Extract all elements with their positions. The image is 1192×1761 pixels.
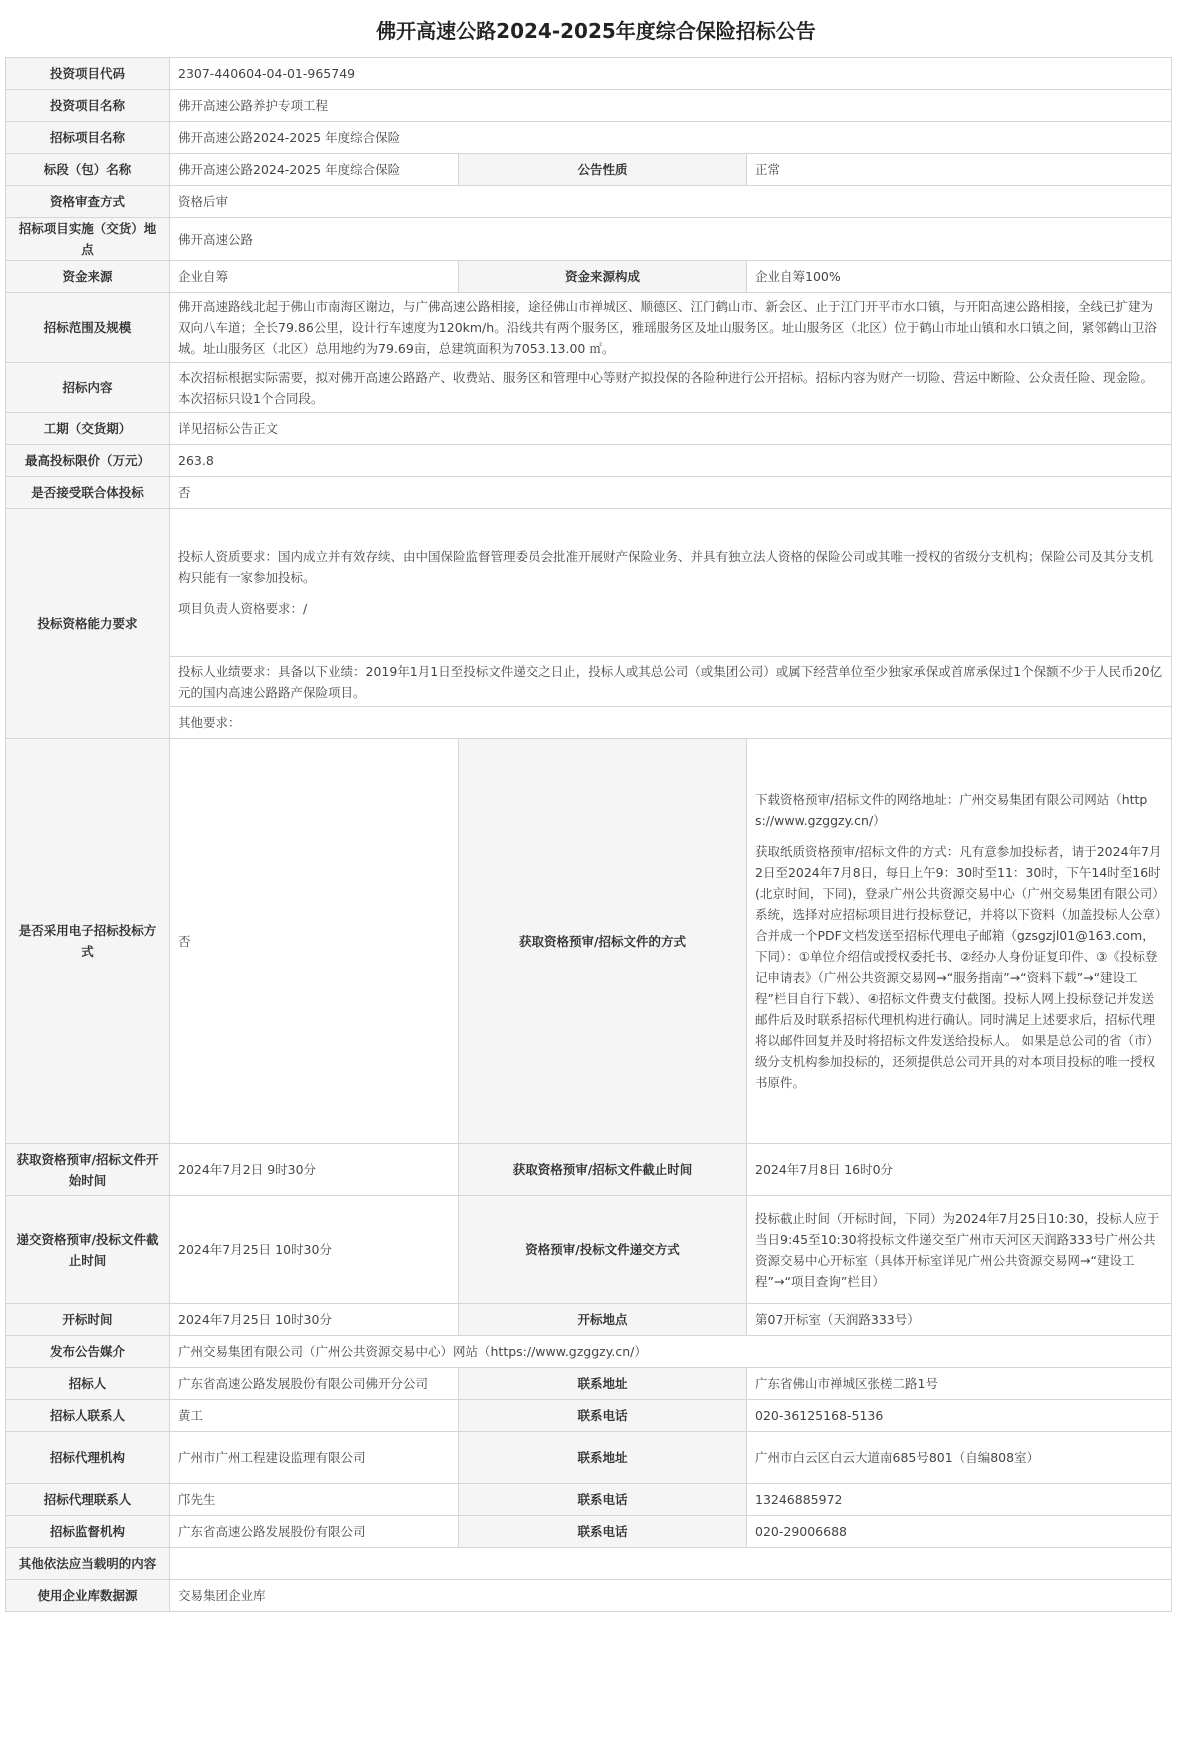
table-row: [6, 122, 1172, 154]
scope-value: 佛开高速路线北起于佛山市南海区谢边，与广佛高速公路相接，途径佛山市禅城区、顺德区、江门鹤山市、新会区、止于江门开平市水口镇，与开阳高速公路相接，全线已扩建为双向八车道；全长79.86公里，设计行车速度为120km/h。沿线共有两个服务区，雅瑶服务区及址山服务区。址山服务区（北区）位于鹤山市址山镇和水口镇之间，紧邻鹤山卫浴城。址山服务区（北区）总用地约为79.69亩，总建筑面积为7053.13.00 ㎡。: [170, 293, 1172, 363]
database-value: 交易集团企业库: [170, 1580, 1172, 1612]
agency-contact-value: 邝先生: [170, 1484, 459, 1516]
notice-nature-label: 公告性质: [459, 154, 747, 186]
table-row: [6, 1580, 1172, 1612]
manager-requirement-text: 项目负责人资格要求：/: [178, 601, 308, 616]
table-row: [6, 363, 1172, 413]
agency-label: 招标代理机构: [6, 1432, 170, 1484]
agency-phone-value: 13246885972: [747, 1484, 1172, 1516]
period-value: 详见招标公告正文: [170, 413, 1172, 445]
content-label: 招标内容: [6, 363, 170, 413]
media-value: 广州交易集团有限公司（广州公共资源交易中心）网站（https://www.gzggzy.cn/）: [170, 1336, 1172, 1368]
table-row: [6, 1196, 1172, 1304]
table-row: [6, 293, 1172, 363]
table-row: [6, 509, 1172, 657]
max-price-value: 263.8: [170, 445, 1172, 477]
joint-bid-value: 否: [170, 477, 1172, 509]
supervisor-value: 广东省高速公路发展股份有限公司: [170, 1516, 459, 1548]
doc-method-label: 获取资格预审/招标文件的方式: [459, 739, 747, 1144]
table-row: [6, 1336, 1172, 1368]
supervisor-label: 招标监督机构: [6, 1516, 170, 1548]
project-name-label: 投资项目名称: [6, 90, 170, 122]
tenderer-phone-label: 联系电话: [459, 1400, 747, 1432]
database-label: 使用企业库数据源: [6, 1580, 170, 1612]
fund-source-value: 企业自筹: [170, 261, 459, 293]
content-value: 本次招标根据实际需要，拟对佛开高速公路路产、收费站、服务区和管理中心等财产拟投保的各险种进行公开招标。招标内容为财产一切险、营运中断险、公众责任险、现金险。本次招标只设1个合同段。: [170, 363, 1172, 413]
electronic-label: 是否采用电子招标投标方式: [6, 739, 170, 1144]
electronic-value: 否: [170, 739, 459, 1144]
doc-method-cell: [747, 739, 1172, 1144]
max-price-label: 最高投标限价（万元）: [6, 445, 170, 477]
table-row: [6, 90, 1172, 122]
table-row: [6, 707, 1172, 739]
table-row: [6, 1304, 1172, 1336]
other-content-value: [170, 1548, 1172, 1580]
table-row: [6, 1144, 1172, 1196]
table-row: [6, 1400, 1172, 1432]
table-row: [6, 739, 1172, 1144]
supervisor-phone-value: 020-29006688: [747, 1516, 1172, 1548]
table-row: [6, 413, 1172, 445]
other-requirement-text: 其他要求：: [170, 707, 1172, 739]
fund-source-label: 资金来源: [6, 261, 170, 293]
doc-start-label: 获取资格预审/招标文件开始时间: [6, 1144, 170, 1196]
submit-method-label: 资格预审/投标文件递交方式: [459, 1196, 747, 1304]
doc-start-value: 2024年7月2日 9时30分: [170, 1144, 459, 1196]
lot-name-value: 佛开高速公路2024-2025 年度综合保险: [170, 154, 459, 186]
table-row: [6, 1368, 1172, 1400]
tenderer-value: 广东省高速公路发展股份有限公司佛开分公司: [170, 1368, 459, 1400]
table-row: [6, 1432, 1172, 1484]
table-row: [6, 1484, 1172, 1516]
location-label: 招标项目实施（交货）地点: [6, 218, 170, 261]
open-place-label: 开标地点: [459, 1304, 747, 1336]
submit-deadline-value: 2024年7月25日 10时30分: [170, 1196, 459, 1304]
agency-contact-label: 招标代理联系人: [6, 1484, 170, 1516]
tenderer-contact-value: 黄工: [170, 1400, 459, 1432]
tenderer-phone-value: 020-36125168-5136: [747, 1400, 1172, 1432]
qualification-label: 投标资格能力要求: [6, 509, 170, 739]
bidder-requirement-text: 投标人资质要求：国内成立并有效存续、由中国保险监督管理委员会批准开展财产保险业务、并具有独立法人资格的保险公司或其唯一授权的省级分支机构；保险公司及其分支机构只能有一家参加投标。: [178, 549, 1154, 585]
scope-label: 招标范围及规模: [6, 293, 170, 363]
table-row: [6, 657, 1172, 707]
tenderer-contact-label: 招标人联系人: [6, 1400, 170, 1432]
tender-name-value: 佛开高速公路2024-2025 年度综合保险: [170, 122, 1172, 154]
agency-address-label: 联系地址: [459, 1432, 747, 1484]
agency-phone-label: 联系电话: [459, 1484, 747, 1516]
notice-nature-value: 正常: [747, 154, 1172, 186]
table-row: [6, 445, 1172, 477]
performance-requirement-text: 投标人业绩要求：具备以下业绩：2019年1月1日至投标文件递交之日止，投标人或其总公司（或集团公司）或属下经营单位至少独家承保或首席承保过1个保额不少于人民币20亿元的国内高速公路路产保险项目。: [170, 657, 1172, 707]
supervisor-phone-label: 联系电话: [459, 1516, 747, 1548]
submit-deadline-label: 递交资格预审/投标文件截止时间: [6, 1196, 170, 1304]
media-label: 发布公告媒介: [6, 1336, 170, 1368]
tenderer-address-value: 广东省佛山市禅城区张槎二路1号: [747, 1368, 1172, 1400]
tender-name-label: 招标项目名称: [6, 122, 170, 154]
table-row: [6, 218, 1172, 261]
qualification-bidder-cell: [170, 509, 1172, 657]
table-row: [6, 261, 1172, 293]
tenderer-address-label: 联系地址: [459, 1368, 747, 1400]
location-value: 佛开高速公路: [170, 218, 1172, 261]
paper-doc-text: 获取纸质资格预审/招标文件的方式：凡有意参加投标者，请于2024年7月2日至2024年7月8日，每日上午9：30时至11：30时，下午14时至16时(北京时间，下同)，登录广州公共资源交易中心（广州交易集团有限公司）系统，选择对应招标项目进行投标登记，并将以下资料（加盖投标人公章）合并成一个PDF文档发送至招标代理电子邮箱（gzsgzjl01@163.com，下同）：①单位介绍信或授权委托书、②经办人身份证复印件、③《投标登记申请表》（广州公共资源交易网→“服务指南”→“资料下载”→“建设工程”栏目自行下载）、④招标文件费支付截图。投标人网上投标登记并发送邮件后及时联系招标代理机构进行确认。同时满足上述要求后，招标代理将以邮件回复并及时将招标文件发送给投标人。 如果是总公司的省（市）级分支机构参加投标的，还须提供总公司开具的对本项目投标的唯一授权书原件。: [755, 844, 1162, 1090]
agency-address-value: 广州市白云区白云大道南685号801（自编808室）: [747, 1432, 1172, 1484]
table-row: [6, 1516, 1172, 1548]
project-code-label: 投资项目代码: [6, 58, 170, 90]
open-time-value: 2024年7月25日 10时30分: [170, 1304, 459, 1336]
lot-name-label: 标段（包）名称: [6, 154, 170, 186]
online-download-text: 下载资格预审/招标文件的网络地址：广州交易集团有限公司网站（https://www.gzggzy.cn/）: [755, 792, 1148, 828]
table-row: [6, 477, 1172, 509]
doc-end-label: 获取资格预审/招标文件截止时间: [459, 1144, 747, 1196]
doc-end-value: 2024年7月8日 16时0分: [747, 1144, 1172, 1196]
review-method-label: 资格审查方式: [6, 186, 170, 218]
review-method-value: 资格后审: [170, 186, 1172, 218]
notice-table: [5, 57, 1172, 1612]
agency-value: 广州市广州工程建设监理有限公司: [170, 1432, 459, 1484]
table-row: [6, 58, 1172, 90]
table-row: [6, 1548, 1172, 1580]
open-place-value: 第07开标室（天润路333号）: [747, 1304, 1172, 1336]
fund-composition-label: 资金来源构成: [459, 261, 747, 293]
table-row: [6, 154, 1172, 186]
tenderer-label: 招标人: [6, 1368, 170, 1400]
other-content-label: 其他依法应当载明的内容: [6, 1548, 170, 1580]
project-name-value: 佛开高速公路养护专项工程: [170, 90, 1172, 122]
period-label: 工期（交货期）: [6, 413, 170, 445]
submit-method-value: 投标截止时间（开标时间，下同）为2024年7月25日10:30，投标人应于当日9:45至10:30将投标文件递交至广州市天河区天润路333号广州公共资源交易中心开标室（具体开标室详见广州公共资源交易网→“建设工程”→“项目查询”栏目）: [747, 1196, 1172, 1304]
joint-bid-label: 是否接受联合体投标: [6, 477, 170, 509]
fund-composition-value: 企业自筹100%: [747, 261, 1172, 293]
table-row: [6, 186, 1172, 218]
page-title: 佛开高速公路2024-2025年度综合保险招标公告: [376, 19, 816, 43]
open-time-label: 开标时间: [6, 1304, 170, 1336]
project-code-value: 2307-440604-04-01-965749: [170, 58, 1172, 90]
